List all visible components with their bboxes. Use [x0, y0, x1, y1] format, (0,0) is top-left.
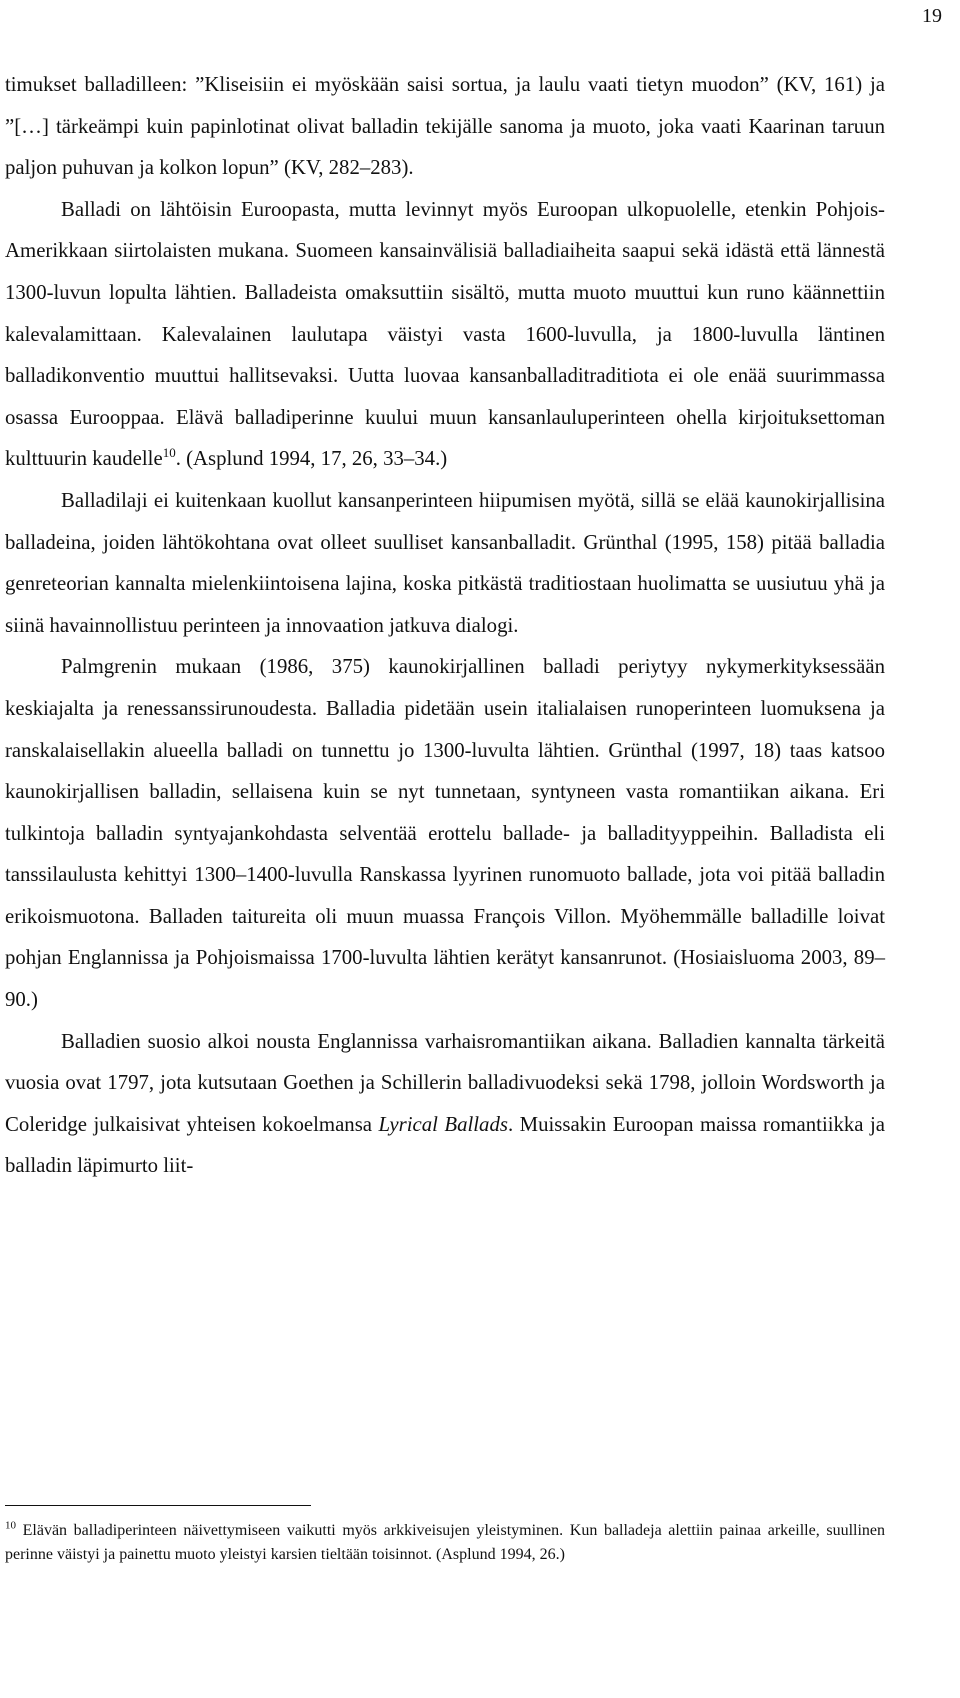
footnote [5, 1519, 885, 1567]
footnote-number: 10 [5, 1519, 16, 1532]
paragraph-text: . Muissakin Euroopan maissa romantiikka ja balladin läpimurto liit- [5, 1112, 885, 1178]
page-number: 19 [922, 5, 942, 27]
paragraph: timukset balladilleen: ”Kliseisiin ei myöskään saisi sortua, ja laulu vaati tietyn muodon” (KV, 161) ja ”[…] tärkeämpi kuin papinlotinat olivat balladin tekijälle sanoma ja muoto, joka vaati Kaarinan taruun paljon puhuvan ja kolkon lopun” (KV, 282–283). [5, 73, 885, 180]
paragraph: Palmgrenin mukaan (1986, 375) kaunokirjallinen balladi periytyy nykymerkityksessään keskiajalta ja renessanssirunoudesta. Balladia pidetään usein italialaisen runoperinteen luomuksena ja ranskalaisellakin alueella balladi on tunnettu jo 1300-luvulta lähtien. Grünthal (1997, 18) taas katsoo kaunokirjallisen balladin, sellaisena kuin se nyt tunnetaan, syntyneen vasta romantiikan aikana. Eri tulkintoja balladin syntyajankohdasta selventää erottelu ballade- ja balladityyppeihin. Balladista eli tanssilaulusta kehittyi 1300–1400-luvulla Ranskassa lyyrinen runomuoto ballade, jota voi pitää balladin erikoismuotona. Balladen taitureita oli muun muassa François Villon. Myöhemmälle balladille loivat pohjan Englannissa ja Pohjoismaissa 1700-luvulta lähtien kerätyt kansanrunot. (Hosiaisluoma 2003, 89–90.) [5, 655, 885, 1012]
paragraph-text: Balladien suosio alkoi nousta Englannissa varhaisromantiikan aikana. Balladien kannalta tärkeitä vuosia ovat 1797, jota kutsutaan Goethen ja Schillerin balladivuodeksi sekä 1798, jolloin Wordsworth ja Coleridge julkaisivat yhteisen kokoelmansa [5, 1029, 885, 1136]
footnote-reference: 10 [162, 445, 176, 461]
paragraph-text: . (Asplund 1994, 17, 26, 33–34.) [175, 447, 448, 471]
paragraph-text: Balladi on lähtöisin Euroopasta, mutta levinnyt myös Euroopan ulkopuolelle, etenkin Pohjois-Amerikkaan siirtolaisten mukana. Suomeen kansainvälisiä balladiaiheita saapui sekä idästä että lännestä 1300-luvun lopulta lähtien. Balladeista omaksuttiin sisältö, mutta muoto muuttui kun runo käännettiin kalevalamittaan. Kalevalainen laulutapa väistyi vasta 1600-luvulla, ja 1800-luvulla läntinen balladikonventio muuttui hallitsevaksi. Uutta luovaa kansanballaditraditiota ei ole enää suurimmassa osassa Eurooppaa. Elävä balladiperinne kuului muun kansanlauluperinteen ohella kirjoituksettoman kulttuurin kaudelle [5, 197, 885, 471]
paragraph [5, 1021, 885, 1187]
book-title: Lyrical Ballads [378, 1112, 508, 1136]
footnote-text: Elävän balladiperinteen näivettymiseen vaikutti myös arkkiveisujen yleistyminen. Kun balladeja alettiin painaa arkeille, suullinen perinne väistyi ja painettu muoto yleistyi karsien tieltään toisinnot. (Asplund 1994, 26.) [5, 1522, 885, 1563]
body-text [5, 64, 885, 1187]
paragraph: Balladilaji ei kuitenkaan kuollut kansanperinteen hiipumisen myötä, sillä se elää kaunokirjallisina balladeina, joiden lähtökohtana ovat olleet suulliset kansanballadit. Grünthal (1995, 158) pitää balladia genreteorian kannalta mielenkiintoisena lajina, koska pitkästä traditiostaan huolimatta se uusiutuu yhä ja siinä havainnollistuu perinteen ja innovaation jatkuva dialogi. [5, 488, 885, 637]
footnote-divider [5, 1505, 311, 1506]
paragraph [5, 189, 885, 480]
